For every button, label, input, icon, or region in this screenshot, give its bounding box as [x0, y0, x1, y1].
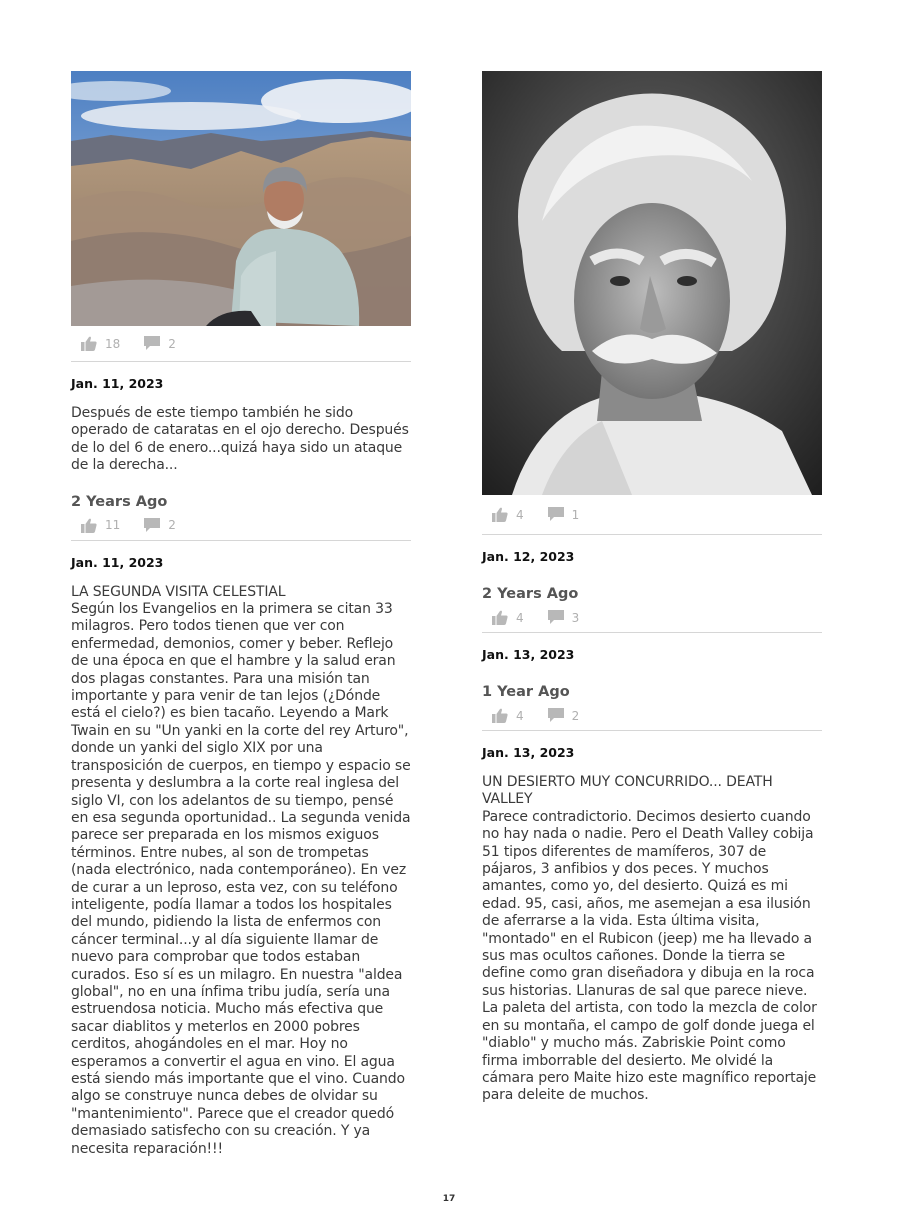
comment-count-value: 3	[571, 610, 580, 625]
post-text	[71, 405, 411, 475]
comment-bubble-icon	[548, 507, 564, 522]
like-count[interactable]	[492, 610, 524, 625]
comment-count[interactable]	[144, 336, 176, 351]
desert-photo[interactable]	[71, 71, 411, 326]
post-date: Jan. 13, 2023	[482, 745, 575, 760]
post-paragraph: Según los Evangelios en la primera se citan 33 milagros. Pero todos tienen que ver con enfermedad, demonios, comer y beber. Reflejo de una época en que el hambre y la salud eran dos plagas constantes. Para una misión tan importante y para venir de tan lejos (¿Dónde está el cielo?) es bien tacaño. Leyendo a Mark Twain en su "Un yanki en la corte del rey Arturo", donde un yanki del siglo XIX por una transposición de cuerpos, en tiempo y espacio se presenta y deslumbra a la corte real inglesa del siglo VI, con los adelantos de su tiempo, pensé en esa segunda oportunidad.. La segunda venida parece ser preparada en los mismos exiguos términos. Entre nubes, al son de trompetas (nada electrónico, nada contemporáneo). En vez de curar a un leproso, esta vez, con su teléfono inteligente, podía llamar a todos los hospitales del mundo, pidiendo la lista de enfermos con cáncer terminal...y al día siguiente llamar de nuevo para comprobar que todos estaban curados. Eso sí es un milagro. En nuestra "aldea global", no en una ínfima tribu judía, sería una estruendosa noticia. Mucho más efectiva que sacar diablitos y meterlos en 2000 pobres cerditos, ahogándoles en el mar. Hoy no esperamos a convertir el agua en vino. El agua está siendo más importante que el vino. Cuando algo se construye nunca debes de olvidar su "mantenimiento". Parece que el creador quedó demasiado satisfecho con su creación. Y ya necesita reparación!!!	[71, 601, 411, 1157]
portrait-photo[interactable]	[482, 71, 822, 495]
post-stats	[71, 326, 411, 362]
thumbs-up-icon	[492, 507, 508, 522]
post-age: 2 Years Ago	[482, 586, 579, 602]
thumbs-up-icon	[81, 336, 97, 351]
comment-count-value: 2	[168, 518, 176, 533]
post-date: Jan. 12, 2023	[482, 549, 575, 564]
post-date: Jan. 11, 2023	[71, 376, 164, 391]
desert-photo-art	[71, 71, 411, 326]
comment-count[interactable]	[548, 708, 580, 723]
like-count-value: 4	[516, 708, 524, 723]
comment-bubble-icon	[548, 708, 564, 723]
post-age: 2 Years Ago	[71, 493, 168, 510]
post-date: Jan. 13, 2023	[482, 647, 575, 662]
page-number: 17	[442, 1194, 456, 1204]
like-count-value: 18	[105, 336, 121, 351]
comment-count[interactable]	[548, 610, 580, 625]
comment-count[interactable]	[548, 507, 580, 522]
post-stats	[482, 603, 822, 633]
left-column	[71, 71, 411, 1158]
comment-count-value: 1	[571, 507, 580, 522]
post-date: Jan. 11, 2023	[71, 554, 164, 570]
post-age: 1 Year Ago	[482, 684, 570, 700]
comment-count-value: 2	[168, 336, 176, 351]
like-count[interactable]	[81, 518, 120, 533]
thumbs-up-icon	[81, 518, 97, 533]
right-column	[482, 71, 822, 1105]
like-count[interactable]	[492, 708, 524, 723]
post-text	[482, 774, 822, 1105]
post-paragraph: Después de este tiempo también he sido operado de cataratas en el ojo derecho. Después de lo del 6 de enero...quizá haya sido un ataque de la derecha...	[71, 405, 409, 474]
comment-bubble-icon	[548, 610, 564, 625]
post-paragraph: Parece contradictorio. Decimos desierto cuando no hay nada o nadie. Pero el Death Valley cobija 51 tipos diferentes de mamíferos, 307 de pájaros, 3 anfibios y dos peces. Y muchos amantes, como yo, del desierto. Quizá es mi edad. 95, casi, años, me asemejan a esa ilusión de aferrarse a la vida. Esta última visita, "montado" en el Rubicon (jeep) me ha llevado a sus mas ocultos cañones. Donde la tierra se define como gran diseñadora y dibuja en la roca sus historias. Llanuras de sal que parece nieve. La paleta del artista, con todo la mezcla de color en su montaña, el campo de golf donde juega el "diablo" y mucho más. Zabriskie Point como firma imborrable del desierto. Me olvidé la cámara pero Maite hizo este magnífico reportaje para deleite de muchos.	[482, 808, 817, 1104]
post-stats	[482, 495, 822, 535]
like-count-value: 4	[516, 610, 524, 625]
comment-count[interactable]	[144, 518, 176, 533]
post-stats	[482, 701, 822, 731]
post-title: UN DESIERTO MUY CONCURRIDO... DEATH VALLEY	[482, 774, 773, 808]
comment-bubble-icon	[144, 336, 160, 351]
comment-bubble-icon	[144, 518, 160, 533]
post-stats	[71, 511, 411, 541]
post-title: LA SEGUNDA VISITA CELESTIAL	[71, 583, 286, 600]
post-text	[71, 584, 411, 1158]
portrait-photo-art	[482, 71, 822, 495]
like-count[interactable]	[492, 507, 524, 522]
thumbs-up-icon	[492, 708, 508, 723]
thumbs-up-icon	[492, 610, 508, 625]
like-count-value: 11	[105, 518, 121, 533]
like-count[interactable]	[81, 336, 120, 351]
like-count-value: 4	[516, 507, 524, 522]
comment-count-value: 2	[571, 708, 580, 723]
